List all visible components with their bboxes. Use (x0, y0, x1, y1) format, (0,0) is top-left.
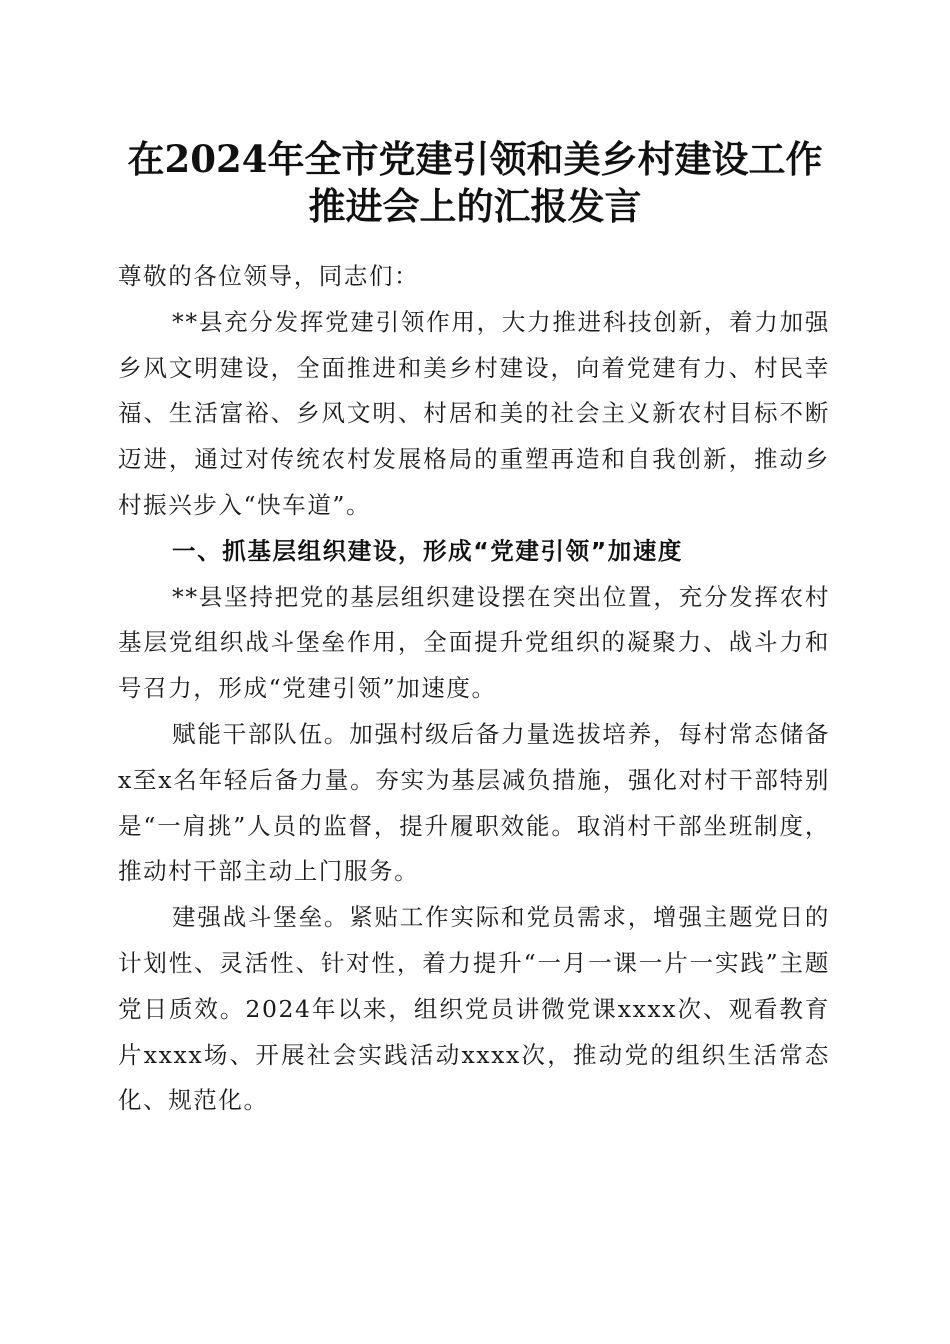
intro-paragraph: **县充分发挥党建引领作用，大力推进科技创新，着力加强乡风文明建设，全面推进和美乡村建设，向着党建有力、村民幸福、生活富裕、乡风文明、村居和美的社会主义新农村目标不断迈进，通过对传统农村发展格局的重塑再造和自我创新，推动乡村振兴步入“快车道”。 (118, 307, 830, 519)
document-title: 在2024年全市党建引领和美乡村建设工作推进会上的汇报发言 (127, 137, 823, 228)
salutation: 尊敬的各位领导，同志们： (118, 262, 420, 290)
document-body (118, 254, 830, 1124)
section-heading-1: 一、抓基层组织建设，形成“党建引领”加速度 (172, 536, 684, 565)
section-1-intro-paragraph: **县坚持把党的基层组织建设摆在突出位置，充分发挥农村基层党组织战斗堡垒作用，全面提升党组织的凝聚力、战斗力和号召力，形成“党建引领”加速度。 (118, 582, 830, 703)
section-1-paragraph-fortress: 建强战斗堡垒。紧贴工作实际和党员需求，增强主题党日的计划性、灵活性、针对性，着力提升“一月一课一片一实践”主题党日质效。2024年以来，组织党员讲微党课xxxx次、观看教育片xxxx场、开展社会实践活动xxxx次，推动党的组织生活常态化、规范化。 (118, 903, 830, 1115)
section-1-paragraph-cadres: 赋能干部队伍。加强村级后备力量选拔培养，每村常态储备x至x名年轻后备力量。夯实为基层减负措施，强化对村干部特别是“一肩挑”人员的监督，提升履职效能。取消村干部坐班制度，推动村干部主动上门服务。 (118, 719, 830, 886)
